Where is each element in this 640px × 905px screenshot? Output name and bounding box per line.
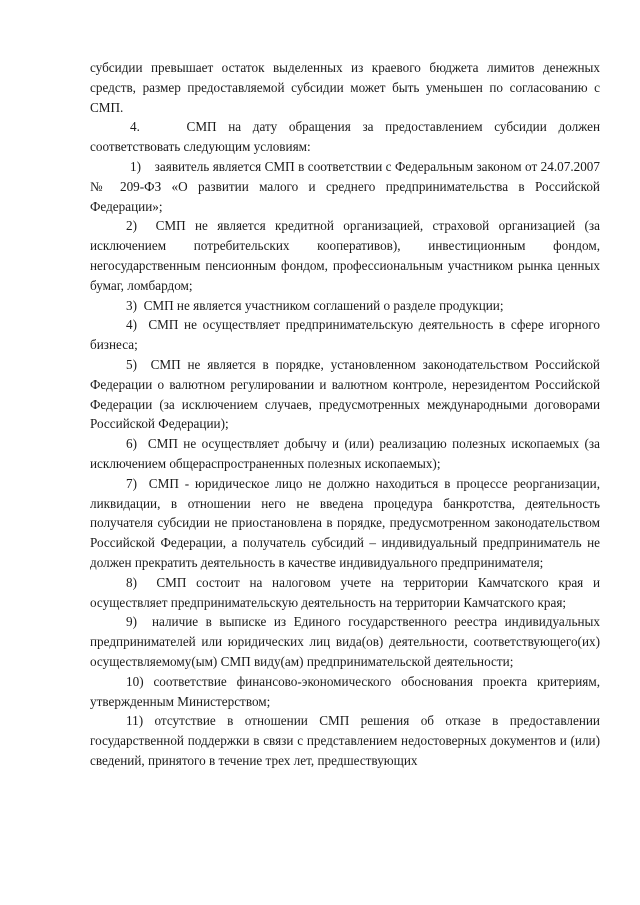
paragraph-continuation: субсидии превышает остаток выделенных из краевого бюджета лимитов денежных средств, размер предоставляемой субсидии может быть уменьшен по согласованию с СМП. [90, 60, 600, 115]
paragraph-item-4: 4. СМП на дату обращения за предоставлением субсидии должен соответствовать следующим условиям: [90, 119, 600, 155]
condition-9: 9) наличие в выписке из Единого государственного реестра индивидуальных предпринимателей или юридических лиц вида(ов) деятельности, соответствующего(их) осуществляемому(ым) СМП виду(ам) предпринимательской деятельности; [90, 614, 600, 669]
condition-7: 7) СМП - юридическое лицо не должно находиться в процессе реорганизации, ликвидации, в отношении него не введена процедура банкротства, деятельность получателя субсидии не приостановлена в порядке, предусмотренном законодательством Российской Федерации, а получатель субсидий – индивидуальный предприниматель не должен прекратить деятельность в качестве индивидуального предпринимателя; [90, 475, 600, 570]
condition-5: 5) СМП не является в порядке, установленном законодательством Российской Федерации о валютном регулировании и валютном контроле, нерезидентом Российской Федерации (за исключением случаев, предусмотренных международными договорами Российской Федерации); [90, 356, 600, 432]
condition-3: 3) СМП не является участником соглашений о разделе продукции; [126, 297, 504, 313]
condition-10: 10) соответствие финансово-экономического обоснования проекта критериям, утвержденным Министерством; [90, 673, 600, 709]
condition-6: 6) СМП не осуществляет добычу и (или) реализацию полезных ископаемых (за исключением общераспространенных полезных ископаемых); [90, 436, 600, 471]
condition-2: 2) СМП не является кредитной организацией, страховой организацией (за исключением потребительских кооперативов), инвестиционным фондом, негосударственным пенсионным фондом, профессиональным участником рынка ценных бумаг, ломбардом; [90, 218, 600, 293]
condition-8: 8) СМП состоит на налоговом учете на территории Камчатского края и осуществляет предпринимательскую деятельность на территории Камчатского края; [90, 574, 600, 610]
document-body [90, 58, 600, 771]
condition-4: 4) СМП не осуществляет предпринимательскую деятельность в сфере игорного бизнеса; [90, 317, 600, 353]
condition-1: 1) заявитель является СМП в соответствии с Федеральным законом от 24.07.2007 № 209-ФЗ «О развитии малого и среднего предпринимательства в Российской Федерации»; [90, 158, 600, 214]
condition-11: 11) отсутствие в отношении СМП решения об отказе в предоставлении государственной поддержки в связи с представлением недостоверных документов и (или) сведений, принятого в течение трех лет, предшествующих [90, 713, 600, 768]
